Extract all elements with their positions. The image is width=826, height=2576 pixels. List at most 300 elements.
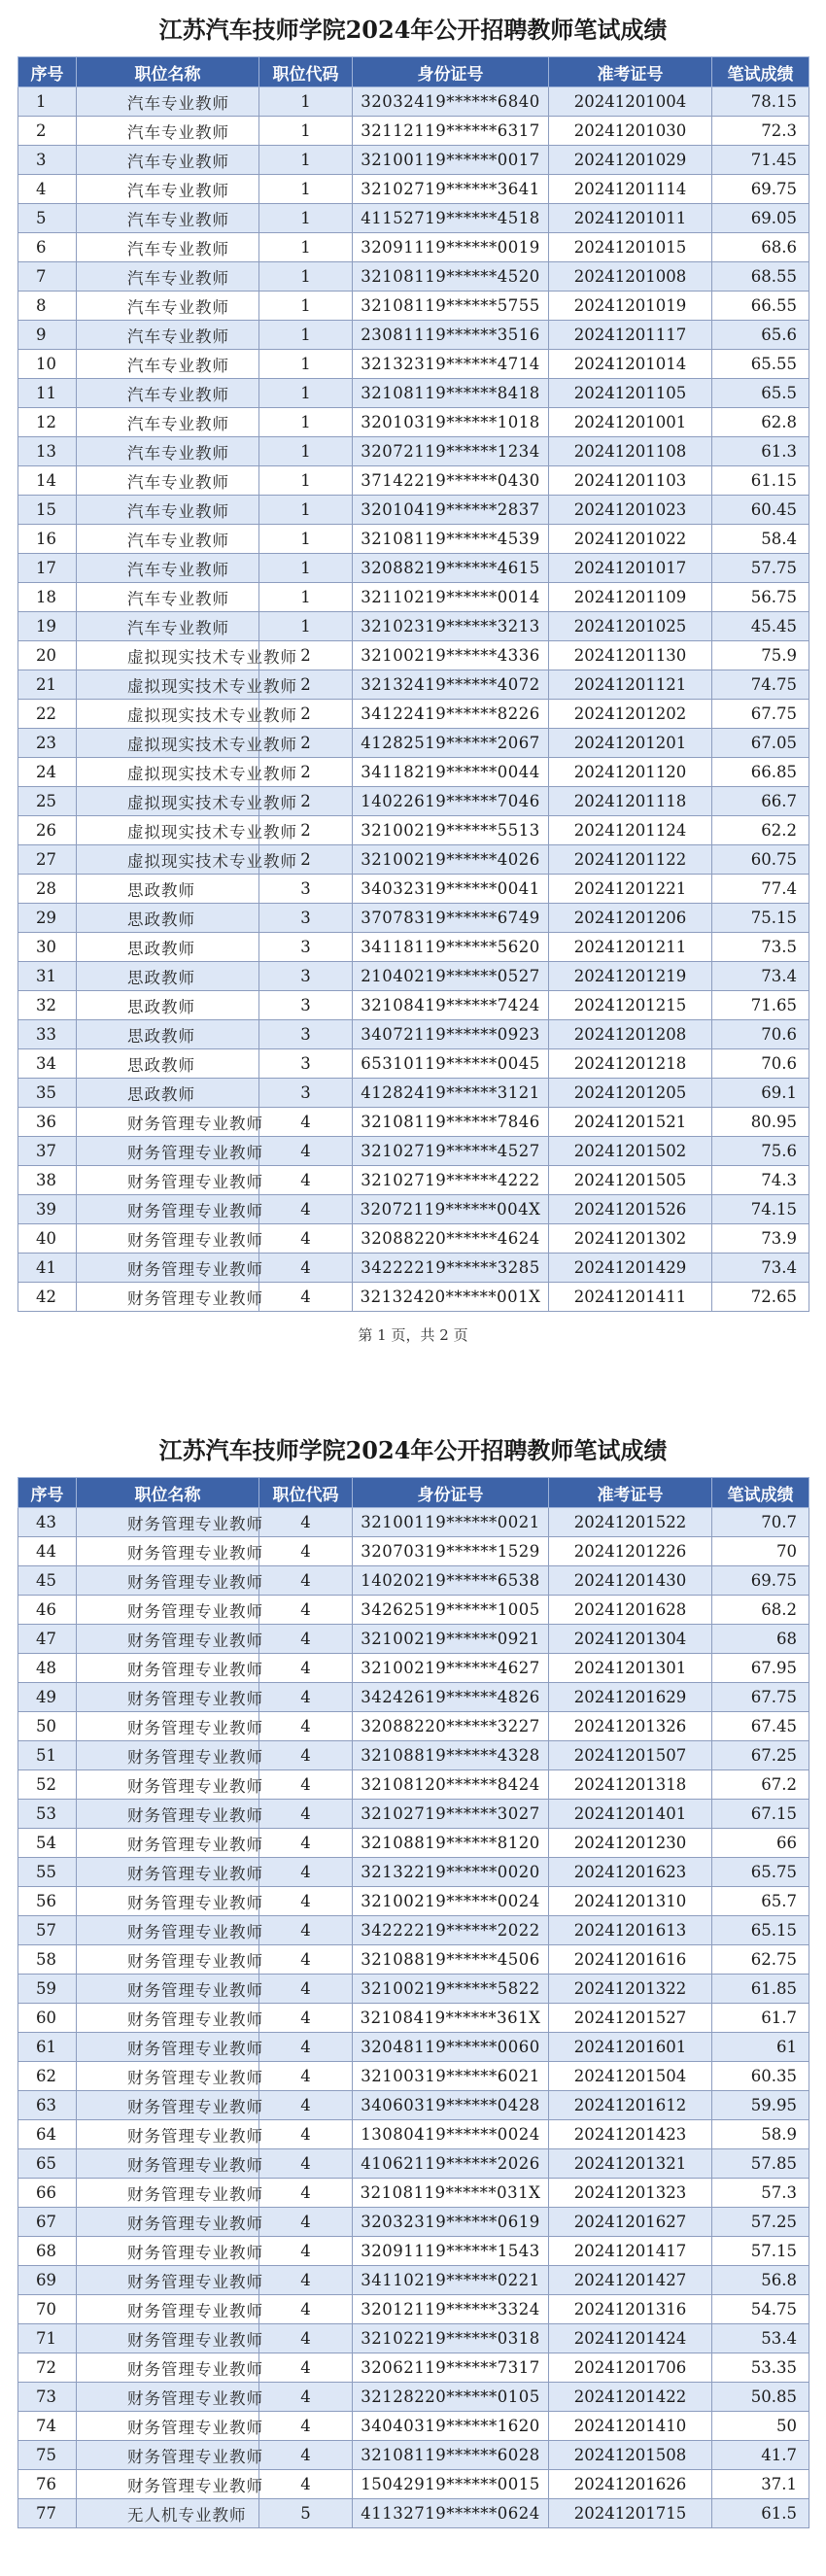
cell-seq: 37 — [18, 1137, 77, 1166]
cell-position: 财务管理专业教师 — [77, 2324, 259, 2353]
cell-position-code: 1 — [259, 146, 353, 175]
table-row — [18, 525, 809, 554]
header-exam-number: 准考证号 — [549, 1478, 712, 1508]
cell-score: 60.75 — [712, 845, 809, 875]
cell-exam-number: 20241201008 — [549, 262, 712, 292]
cell-position-code: 4 — [259, 2120, 353, 2149]
cell-position-code: 4 — [259, 2237, 353, 2266]
cell-id-number: 32100219******0024 — [353, 1887, 549, 1916]
cell-score: 75.15 — [712, 904, 809, 933]
cell-position: 财务管理专业教师 — [77, 2383, 259, 2412]
cell-seq: 77 — [18, 2499, 77, 2528]
cell-exam-number: 20241201015 — [549, 233, 712, 262]
table-row — [18, 641, 809, 670]
cell-score: 61.85 — [712, 1975, 809, 2004]
cell-position-code: 3 — [259, 1020, 353, 1049]
cell-position: 汽车专业教师 — [77, 262, 259, 292]
table-row — [18, 204, 809, 233]
cell-position: 虚拟现实技术专业教师 — [77, 641, 259, 670]
cell-id-number: 32100119******0017 — [353, 146, 549, 175]
cell-seq: 12 — [18, 408, 77, 437]
cell-exam-number: 20241201301 — [549, 1654, 712, 1683]
cell-id-number: 32108819******8120 — [353, 1829, 549, 1858]
cell-exam-number: 20241201230 — [549, 1829, 712, 1858]
table-row — [18, 2324, 809, 2353]
cell-score: 67.45 — [712, 1712, 809, 1741]
cell-score: 66.7 — [712, 787, 809, 816]
cell-id-number: 32102719******4222 — [353, 1166, 549, 1195]
cell-id-number: 32102719******4527 — [353, 1137, 549, 1166]
cell-score: 70.6 — [712, 1020, 809, 1049]
cell-id-number: 32100219******5513 — [353, 816, 549, 845]
cell-score: 70.7 — [712, 1508, 809, 1537]
cell-score: 77.4 — [712, 875, 809, 904]
cell-seq: 32 — [18, 991, 77, 1020]
table-row — [18, 2062, 809, 2091]
cell-id-number: 32100219******5822 — [353, 1975, 549, 2004]
cell-position-code: 4 — [259, 1254, 353, 1283]
cell-id-number: 32088220******4624 — [353, 1224, 549, 1254]
table-row — [18, 2091, 809, 2120]
cell-id-number: 32091119******0019 — [353, 233, 549, 262]
table-row — [18, 1508, 809, 1537]
cell-id-number: 32088219******4615 — [353, 554, 549, 583]
cell-seq: 46 — [18, 1596, 77, 1625]
cell-exam-number: 20241201627 — [549, 2208, 712, 2237]
table-row — [18, 1858, 809, 1887]
cell-exam-number: 20241201316 — [549, 2295, 712, 2324]
table-row — [18, 292, 809, 321]
cell-exam-number: 20241201505 — [549, 1166, 712, 1195]
cell-position: 思政教师 — [77, 991, 259, 1020]
cell-seq: 18 — [18, 583, 77, 612]
cell-id-number: 32010319******1018 — [353, 408, 549, 437]
cell-score: 57.15 — [712, 2237, 809, 2266]
cell-seq: 58 — [18, 1945, 77, 1975]
cell-exam-number: 20241201508 — [549, 2441, 712, 2470]
cell-seq: 13 — [18, 437, 77, 466]
cell-id-number: 32091119******1543 — [353, 2237, 549, 2266]
cell-seq: 73 — [18, 2383, 77, 2412]
cell-position-code: 3 — [259, 933, 353, 962]
cell-seq: 44 — [18, 1537, 77, 1566]
cell-position: 思政教师 — [77, 1079, 259, 1108]
cell-score: 68.55 — [712, 262, 809, 292]
cell-exam-number: 20241201410 — [549, 2412, 712, 2441]
cell-position: 财务管理专业教师 — [77, 2441, 259, 2470]
table-header — [18, 57, 809, 87]
cell-score: 57.3 — [712, 2179, 809, 2208]
cell-position-code: 4 — [259, 1945, 353, 1975]
cell-seq: 21 — [18, 670, 77, 700]
cell-score: 68 — [712, 1625, 809, 1654]
cell-exam-number: 20241201323 — [549, 2179, 712, 2208]
cell-id-number: 32070319******1529 — [353, 1537, 549, 1566]
cell-exam-number: 20241201014 — [549, 350, 712, 379]
table-row — [18, 554, 809, 583]
cell-exam-number: 20241201226 — [549, 1537, 712, 1566]
cell-id-number: 32088220******3227 — [353, 1712, 549, 1741]
cell-position-code: 1 — [259, 87, 353, 117]
cell-position: 汽车专业教师 — [77, 117, 259, 146]
cell-position-code: 4 — [259, 2091, 353, 2120]
cell-score: 65.5 — [712, 379, 809, 408]
table-row — [18, 350, 809, 379]
cell-id-number: 32062119******7317 — [353, 2353, 549, 2383]
cell-exam-number: 20241201526 — [549, 1195, 712, 1224]
cell-seq: 60 — [18, 2004, 77, 2033]
cell-position-code: 4 — [259, 1283, 353, 1312]
cell-seq: 50 — [18, 1712, 77, 1741]
cell-seq: 26 — [18, 816, 77, 845]
cell-position: 财务管理专业教师 — [77, 1508, 259, 1537]
cell-position: 虚拟现实技术专业教师 — [77, 670, 259, 700]
cell-score: 66.85 — [712, 758, 809, 787]
cell-position-code: 4 — [259, 1916, 353, 1945]
cell-id-number: 41132719******0624 — [353, 2499, 549, 2528]
cell-id-number: 32108119******7846 — [353, 1108, 549, 1137]
table-row — [18, 991, 809, 1020]
table-row — [18, 1741, 809, 1770]
cell-position: 思政教师 — [77, 875, 259, 904]
cell-position: 汽车专业教师 — [77, 525, 259, 554]
cell-seq: 27 — [18, 845, 77, 875]
cell-score: 72.3 — [712, 117, 809, 146]
cell-score: 69.75 — [712, 1566, 809, 1596]
cell-position: 财务管理专业教师 — [77, 1224, 259, 1254]
cell-seq: 49 — [18, 1683, 77, 1712]
cell-score: 65.6 — [712, 321, 809, 350]
cell-position: 思政教师 — [77, 1020, 259, 1049]
cell-position-code: 1 — [259, 496, 353, 525]
cell-position-code: 1 — [259, 175, 353, 204]
cell-seq: 36 — [18, 1108, 77, 1137]
cell-position-code: 4 — [259, 1770, 353, 1800]
cell-id-number: 32102719******3027 — [353, 1800, 549, 1829]
table-row — [18, 670, 809, 700]
cell-id-number: 34262519******1005 — [353, 1596, 549, 1625]
cell-position: 汽车专业教师 — [77, 583, 259, 612]
table-row — [18, 729, 809, 758]
cell-seq: 31 — [18, 962, 77, 991]
cell-id-number: 41152719******4518 — [353, 204, 549, 233]
cell-score: 68.2 — [712, 1596, 809, 1625]
cell-id-number: 34110219******0221 — [353, 2266, 549, 2295]
cell-seq: 52 — [18, 1770, 77, 1800]
cell-exam-number: 20241201017 — [549, 554, 712, 583]
cell-exam-number: 20241201130 — [549, 641, 712, 670]
cell-score: 62.8 — [712, 408, 809, 437]
cell-score: 67.75 — [712, 1683, 809, 1712]
cell-id-number: 32100219******4627 — [353, 1654, 549, 1683]
cell-seq: 20 — [18, 641, 77, 670]
cell-exam-number: 20241201108 — [549, 437, 712, 466]
cell-score: 67.75 — [712, 700, 809, 729]
header-seq: 序号 — [18, 1478, 77, 1508]
cell-position: 思政教师 — [77, 904, 259, 933]
table-row — [18, 496, 809, 525]
cell-id-number: 32108119******8418 — [353, 379, 549, 408]
cell-position-code: 4 — [259, 1654, 353, 1683]
cell-seq: 48 — [18, 1654, 77, 1683]
table-row — [18, 2208, 809, 2237]
cell-position-code: 2 — [259, 670, 353, 700]
cell-position-code: 1 — [259, 437, 353, 466]
cell-exam-number: 20241201208 — [549, 1020, 712, 1049]
cell-id-number: 14020219******6538 — [353, 1566, 549, 1596]
cell-id-number: 34222219******2022 — [353, 1916, 549, 1945]
cell-score: 65.7 — [712, 1887, 809, 1916]
cell-position-code: 4 — [259, 1166, 353, 1195]
table-row — [18, 262, 809, 292]
cell-position-code: 1 — [259, 321, 353, 350]
cell-position: 汽车专业教师 — [77, 233, 259, 262]
cell-position-code: 3 — [259, 962, 353, 991]
cell-score: 71.45 — [712, 146, 809, 175]
cell-position-code: 4 — [259, 1887, 353, 1916]
cell-score: 75.6 — [712, 1137, 809, 1166]
cell-position-code: 1 — [259, 204, 353, 233]
cell-position: 思政教师 — [77, 933, 259, 962]
table-row — [18, 2470, 809, 2499]
cell-score: 37.1 — [712, 2470, 809, 2499]
cell-id-number: 34040319******1620 — [353, 2412, 549, 2441]
table-row — [18, 1654, 809, 1683]
cell-position-code: 4 — [259, 2353, 353, 2383]
cell-exam-number: 20241201023 — [549, 496, 712, 525]
cell-exam-number: 20241201310 — [549, 1887, 712, 1916]
cell-position: 财务管理专业教师 — [77, 1770, 259, 1800]
cell-exam-number: 20241201011 — [549, 204, 712, 233]
cell-id-number: 32108419******7424 — [353, 991, 549, 1020]
cell-score: 70 — [712, 1537, 809, 1566]
cell-position-code: 4 — [259, 2295, 353, 2324]
table-row — [18, 1020, 809, 1049]
table-row — [18, 146, 809, 175]
cell-position-code: 1 — [259, 292, 353, 321]
cell-exam-number: 20241201029 — [549, 146, 712, 175]
table-row — [18, 1800, 809, 1829]
table-row — [18, 583, 809, 612]
table-row — [18, 1712, 809, 1741]
cell-position: 财务管理专业教师 — [77, 1945, 259, 1975]
table-row — [18, 1945, 809, 1975]
cell-position: 财务管理专业教师 — [77, 1537, 259, 1566]
cell-exam-number: 20241201124 — [549, 816, 712, 845]
cell-position: 财务管理专业教师 — [77, 2470, 259, 2499]
cell-seq: 74 — [18, 2412, 77, 2441]
table-row — [18, 904, 809, 933]
cell-seq: 64 — [18, 2120, 77, 2149]
cell-id-number: 32128220******0105 — [353, 2383, 549, 2412]
cell-position: 财务管理专业教师 — [77, 1166, 259, 1195]
cell-id-number: 37142219******0430 — [353, 466, 549, 496]
cell-seq: 8 — [18, 292, 77, 321]
table-row — [18, 437, 809, 466]
cell-id-number: 32108819******4328 — [353, 1741, 549, 1770]
table-row — [18, 2353, 809, 2383]
cell-position: 财务管理专业教师 — [77, 2237, 259, 2266]
cell-seq: 59 — [18, 1975, 77, 2004]
cell-id-number: 32012119******3324 — [353, 2295, 549, 2324]
cell-seq: 68 — [18, 2237, 77, 2266]
table-row — [18, 845, 809, 875]
cell-seq: 28 — [18, 875, 77, 904]
cell-score: 58.9 — [712, 2120, 809, 2149]
table-row — [18, 233, 809, 262]
cell-position: 财务管理专业教师 — [77, 2412, 259, 2441]
header-position-code: 职位代码 — [259, 57, 353, 87]
cell-id-number: 15042919******0015 — [353, 2470, 549, 2499]
cell-score: 57.85 — [712, 2149, 809, 2179]
table-row — [18, 1975, 809, 2004]
cell-seq: 75 — [18, 2441, 77, 2470]
cell-exam-number: 20241201302 — [549, 1224, 712, 1254]
cell-seq: 35 — [18, 1079, 77, 1108]
cell-score: 41.7 — [712, 2441, 809, 2470]
table-row — [18, 1887, 809, 1916]
cell-seq: 65 — [18, 2149, 77, 2179]
cell-exam-number: 20241201401 — [549, 1800, 712, 1829]
table-row — [18, 2149, 809, 2179]
table-row — [18, 1166, 809, 1195]
cell-id-number: 32108819******4506 — [353, 1945, 549, 1975]
table-row — [18, 2004, 809, 2033]
cell-score: 70.6 — [712, 1049, 809, 1079]
table-row — [18, 962, 809, 991]
cell-exam-number: 20241201623 — [549, 1858, 712, 1887]
cell-position: 财务管理专业教师 — [77, 1829, 259, 1858]
cell-exam-number: 20241201417 — [549, 2237, 712, 2266]
cell-position: 财务管理专业教师 — [77, 1858, 259, 1887]
cell-position: 财务管理专业教师 — [77, 1741, 259, 1770]
cell-position-code: 1 — [259, 262, 353, 292]
cell-exam-number: 20241201628 — [549, 1596, 712, 1625]
cell-id-number: 32108119******4539 — [353, 525, 549, 554]
cell-exam-number: 20241201105 — [549, 379, 712, 408]
cell-position: 财务管理专业教师 — [77, 2295, 259, 2324]
cell-score: 59.95 — [712, 2091, 809, 2120]
header-position: 职位名称 — [77, 1478, 259, 1508]
cell-score: 62.75 — [712, 1945, 809, 1975]
cell-position-code: 2 — [259, 816, 353, 845]
cell-id-number: 32108119******4520 — [353, 262, 549, 292]
cell-position: 财务管理专业教师 — [77, 2179, 259, 2208]
cell-position: 汽车专业教师 — [77, 146, 259, 175]
table-row — [18, 2179, 809, 2208]
cell-id-number: 34032319******0041 — [353, 875, 549, 904]
cell-position: 财务管理专业教师 — [77, 1625, 259, 1654]
cell-seq: 23 — [18, 729, 77, 758]
cell-id-number: 37078319******6749 — [353, 904, 549, 933]
cell-exam-number: 20241201321 — [549, 2149, 712, 2179]
cell-id-number: 32102319******3213 — [353, 612, 549, 641]
page-footer: 第 1 页，共 2 页 — [358, 1326, 468, 1344]
cell-seq: 45 — [18, 1566, 77, 1596]
table-row — [18, 1537, 809, 1566]
cell-seq: 29 — [18, 904, 77, 933]
cell-id-number: 34118219******0044 — [353, 758, 549, 787]
cell-exam-number: 20241201004 — [549, 87, 712, 117]
cell-exam-number: 20241201422 — [549, 2383, 712, 2412]
cell-seq: 54 — [18, 1829, 77, 1858]
cell-position: 财务管理专业教师 — [77, 1566, 259, 1596]
cell-id-number: 32032419******6840 — [353, 87, 549, 117]
cell-position-code: 1 — [259, 408, 353, 437]
cell-score: 71.65 — [712, 991, 809, 1020]
cell-exam-number: 20241201612 — [549, 2091, 712, 2120]
cell-position: 财务管理专业教师 — [77, 1596, 259, 1625]
cell-position: 财务管理专业教师 — [77, 1654, 259, 1683]
cell-score: 61 — [712, 2033, 809, 2062]
table-row — [18, 1596, 809, 1625]
table-row — [18, 379, 809, 408]
cell-id-number: 65310119******0045 — [353, 1049, 549, 1079]
cell-exam-number: 20241201202 — [549, 700, 712, 729]
cell-position-code: 1 — [259, 233, 353, 262]
table-row — [18, 1829, 809, 1858]
cell-id-number: 32132219******0020 — [353, 1858, 549, 1887]
cell-id-number: 21040219******0527 — [353, 962, 549, 991]
cell-position-code: 4 — [259, 1137, 353, 1166]
table-row — [18, 2033, 809, 2062]
cell-position: 汽车专业教师 — [77, 612, 259, 641]
cell-position: 汽车专业教师 — [77, 87, 259, 117]
cell-score: 65.75 — [712, 1858, 809, 1887]
cell-exam-number: 20241201521 — [549, 1108, 712, 1137]
cell-position: 汽车专业教师 — [77, 379, 259, 408]
cell-position: 汽车专业教师 — [77, 321, 259, 350]
cell-score: 80.95 — [712, 1108, 809, 1137]
cell-score: 73.9 — [712, 1224, 809, 1254]
cell-position-code: 4 — [259, 2033, 353, 2062]
cell-exam-number: 20241201424 — [549, 2324, 712, 2353]
cell-position-code: 2 — [259, 729, 353, 758]
cell-exam-number: 20241201218 — [549, 1049, 712, 1079]
cell-position: 财务管理专业教师 — [77, 2004, 259, 2033]
cell-seq: 39 — [18, 1195, 77, 1224]
table-row — [18, 1108, 809, 1137]
cell-id-number: 32048119******0060 — [353, 2033, 549, 2062]
header-score: 笔试成绩 — [712, 1478, 809, 1508]
cell-seq: 61 — [18, 2033, 77, 2062]
table-row — [18, 1195, 809, 1224]
cell-position: 汽车专业教师 — [77, 350, 259, 379]
cell-position-code: 1 — [259, 117, 353, 146]
cell-seq: 2 — [18, 117, 77, 146]
cell-score: 60.45 — [712, 496, 809, 525]
cell-seq: 7 — [18, 262, 77, 292]
cell-score: 60.35 — [712, 2062, 809, 2091]
cell-seq: 55 — [18, 1858, 77, 1887]
cell-position: 虚拟现实技术专业教师 — [77, 758, 259, 787]
cell-seq: 43 — [18, 1508, 77, 1537]
cell-seq: 34 — [18, 1049, 77, 1079]
cell-exam-number: 20241201507 — [549, 1741, 712, 1770]
cell-position: 财务管理专业教师 — [77, 1254, 259, 1283]
cell-seq: 69 — [18, 2266, 77, 2295]
cell-position-code: 4 — [259, 2149, 353, 2179]
page-title: 江苏汽车技师学院2024年公开招聘教师笔试成绩 — [158, 1436, 668, 1464]
table-row — [18, 2441, 809, 2470]
cell-seq: 30 — [18, 933, 77, 962]
cell-id-number: 32108120******8424 — [353, 1770, 549, 1800]
cell-score: 58.4 — [712, 525, 809, 554]
cell-exam-number: 20241201206 — [549, 904, 712, 933]
cell-id-number: 32102719******3641 — [353, 175, 549, 204]
cell-position-code: 4 — [259, 1596, 353, 1625]
cell-seq: 62 — [18, 2062, 77, 2091]
